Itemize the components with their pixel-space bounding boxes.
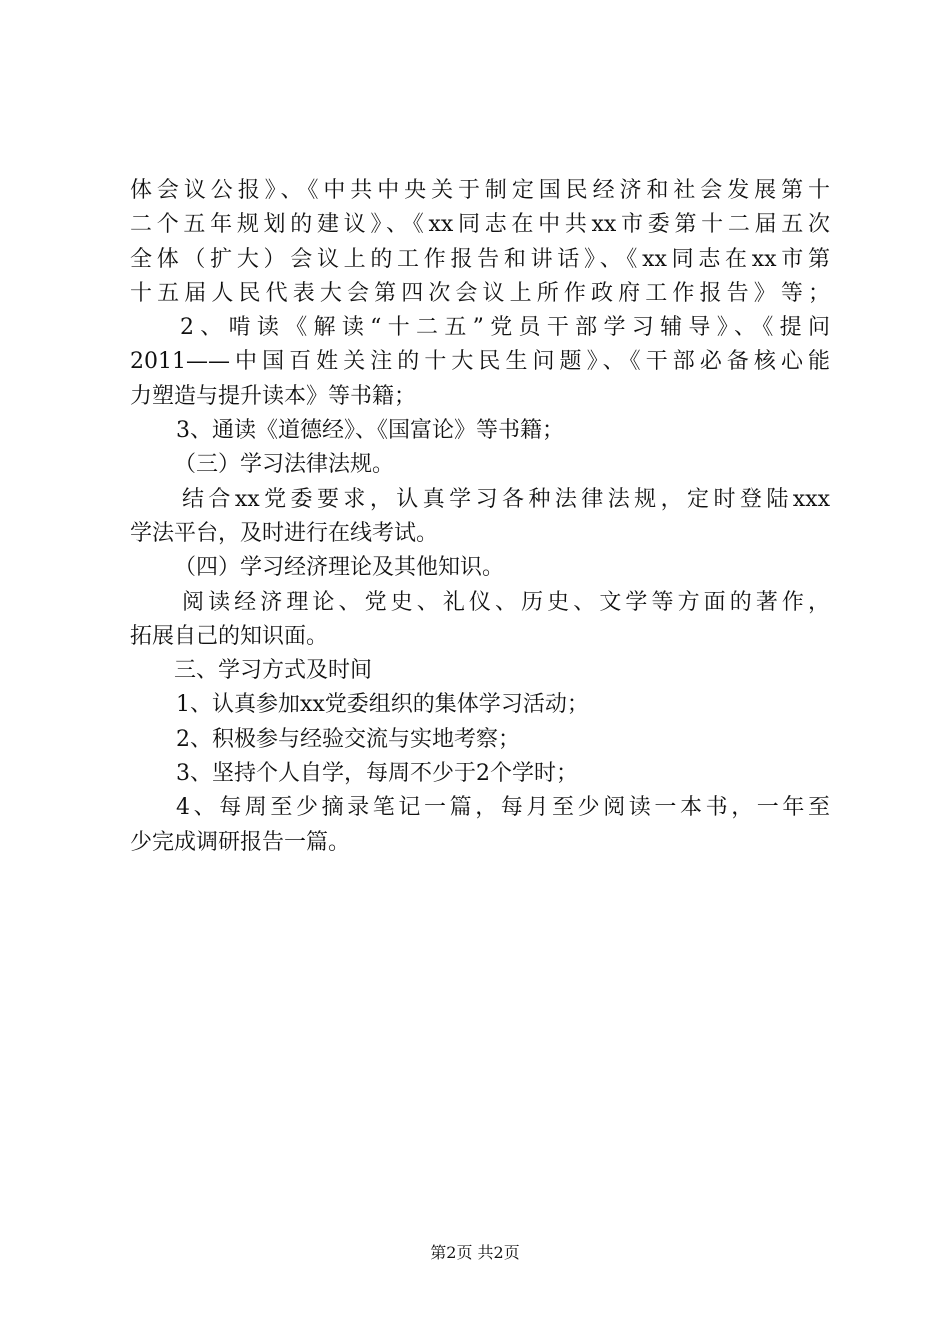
text-line: 2011——中国百姓关注的十大民生问题》、《干部必备核心能: [130, 349, 830, 375]
text-line: 3、通读《道德经》、《国富论》等书籍；: [176, 418, 564, 444]
text-line: 阅读经济理论、党史、礼仪、历史、文学等方面的著作，: [182, 589, 830, 615]
text-line: 体会议公报》、《中共中央关于制定国民经济和社会发展第十: [130, 178, 830, 203]
document-body: [130, 174, 830, 860]
text-line: 全体（扩大）会议上的工作报告和讲话》、《xx同志在xx市第: [130, 246, 830, 272]
text-line: 3、坚持个人自学，每周不少于2个学时；: [176, 761, 578, 787]
text-line: 2、啃读《解读“十二五”党员干部学习辅导》、《提问: [180, 315, 830, 341]
text-line: 1、认真参加xx党委组织的集体学习活动；: [176, 692, 589, 718]
text-line: 2、积极参与经验交流与实地考察；: [176, 726, 520, 752]
text-line: 学法平台，及时进行在线考试。: [130, 520, 439, 546]
text-line: 十五届人民代表大会第四次会议上所作政府工作报告》等；: [130, 280, 830, 306]
text-line: 二个五年规划的建议》、《xx同志在中共xx市委第十二届五次: [130, 212, 830, 238]
text-line: （四）学习经济理论及其他知识。: [174, 555, 505, 581]
text-line: 结合xx党委要求，认真学习各种法律法规，定时登陆xxx: [182, 486, 830, 512]
text-line: （三）学习法律法规。: [174, 452, 395, 478]
text-line: 力塑造与提升读本》等书籍；: [130, 383, 417, 409]
text-line: 少完成调研报告一篇。: [130, 829, 351, 855]
page-footer: 第2页 共2页: [430, 1243, 520, 1262]
text-line: 拓展自己的知识面。: [130, 623, 329, 649]
text-line: 4、每周至少摘录笔记一篇，每月至少阅读一本书，一年至: [176, 795, 830, 821]
text-line: 三、学习方式及时间: [174, 658, 373, 684]
